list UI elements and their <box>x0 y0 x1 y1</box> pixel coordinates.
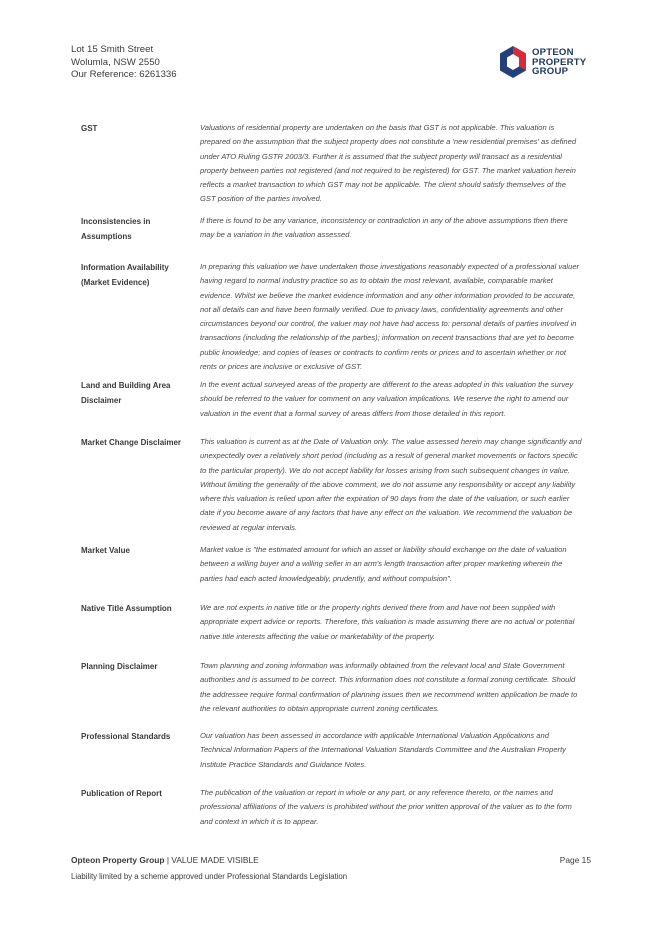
footer-tagline: VALUE MADE VISIBLE <box>171 855 259 865</box>
section-text: This valuation is current as at the Date of Valuation only. The value assessed herein may change significantly and unexpectedly over a relatively short period (including as a result of general market movements or factors specific to the particular property). We do not accept liability for losses arising from such subsequent changes in value. Without limiting the generality of the above comment, we do not assume any responsibility or accept any liability where this valuation is relied upon after the expiration of 90 days from the date of the valuation, or such earlier date if you become aware of any factors that have any effect on the valuation. We recommend the valuation be reviewed at regular intervals. <box>200 437 582 532</box>
section-label: Publication of Report <box>81 789 162 798</box>
footer-separator: | <box>164 855 172 865</box>
address-line-locality: Wolumla, NSW 2550 <box>71 56 160 68</box>
footer-liability-disclaimer: Liability limited by a scheme approved under Professional Standards Legislation <box>71 872 348 881</box>
section-text: Town planning and zoning information was informally obtained from the relevant local and State Government authorities and is assumed to be correct. This information does not constitute a formal zoning certificate. Should the addressee require formal confirmation of planning issues then we recommend written application be made to the relevant authorities to obtain appropriate current zoning certificates. <box>200 661 578 713</box>
section-label: Land and Building Area Disclaimer <box>81 381 171 405</box>
section-text: Valuations of residential property are undertaken on the basis that GST is not applicable. This valuation is prepared on the assumption that the subject property does not constitute a 'new residential premises' as defined under ATO Ruling GSTR 2003/3. Further it is assumed that the subject property will transact as a residential property between parties not registered (and not required to be registered) for GST. The market valuation herein reflects a market transaction to which GST may not be applicable. The client should satisfy themselves of the GST position of the parties involved. <box>200 123 577 204</box>
section-text: We are not experts in native title or the property rights derived there from and have not been supplied with appropriate expert advice or reports. Therefore, this valuation is made assuming there are no actual or potential native title interests affecting the value or marketability of the property. <box>200 603 575 641</box>
logo-line-3: GROUP <box>532 66 569 78</box>
page-footer <box>71 855 591 865</box>
section-text: Market value is "the estimated amount for which an asset or liability should exchange on the date of valuation between a willing buyer and a willing seller in an arm's length transaction after proper marketing wherein the parties had each acted knowledgeably, prudently, and without compulsion". <box>200 545 567 583</box>
property-address-block <box>71 44 177 82</box>
address-line-street: Lot 15 Smith Street <box>71 44 154 55</box>
section-label: Information Availability (Market Evidence) <box>81 263 169 287</box>
section-label: Inconsistencies in Assumptions <box>81 217 151 241</box>
section-text: If there is found to be any variance, inconsistency or contradiction in any of the above assumptions then there may be a variation in the valuation assessed. <box>200 216 568 240</box>
footer-brand: Opteon Property Group <box>71 855 165 865</box>
section-label: Native Title Assumption <box>81 604 172 613</box>
section-label: GST <box>81 124 98 133</box>
section-text: The publication of the valuation or report in whole or any part, or any reference thereto, or the names and professional affiliations of the valuers is prohibited without the prior written approval of the valuer as to the form and context in which it is to appear. <box>200 788 572 826</box>
section-label: Professional Standards <box>81 732 171 741</box>
section-text: Our valuation has been assessed in accordance with applicable International Valuation Applications and Technical Information Papers of the International Valuation Standards Committee and the Australian Property Institute Practice Standards and Guidance Notes. <box>200 731 566 769</box>
section-text: In preparing this valuation we have undertaken those investigations reasonably expected of a professional valuer having regard to normal industry practice so as to obtain the most relevant, available, comparable market evidence. Whilst we believe the market evidence information and any other information provided to be accurate, not all details can and have been formally verified. Due to privacy laws, confidentiality agreements and other circumstances beyond our control, the valuer may not have had access to: personal details of parties involved in transactions (including the relationship of the parties); information on recent transactions that are yet to become public knowledge; and copies of leases or contracts to confirm rents or prices and to ascertain whether or not rents or prices are inclusive or exclusive of GST. <box>200 262 580 372</box>
reference-number: Our Reference: 6261336 <box>71 69 177 80</box>
logo-line-1: OPTEON <box>532 47 574 58</box>
section-label: Planning Disclaimer <box>81 662 158 671</box>
section-label: Market Value <box>81 546 130 555</box>
section-label: Market Change Disclaimer <box>81 438 182 447</box>
page-number: Page 15 <box>559 855 591 865</box>
opteon-hexagon-icon <box>498 45 528 79</box>
opteon-logo <box>498 45 598 81</box>
logo-wordmark <box>532 48 586 77</box>
logo-line-2: PROPERTY <box>532 56 587 68</box>
section-text: In the event actual surveyed areas of the property are different to the areas adopted in this valuation the survey should be referred to the valuer for comment on any valuation implications. We reserve the right to amend our valuation in the event that a formal survey of areas differs from those detailed in this report. <box>200 380 574 418</box>
